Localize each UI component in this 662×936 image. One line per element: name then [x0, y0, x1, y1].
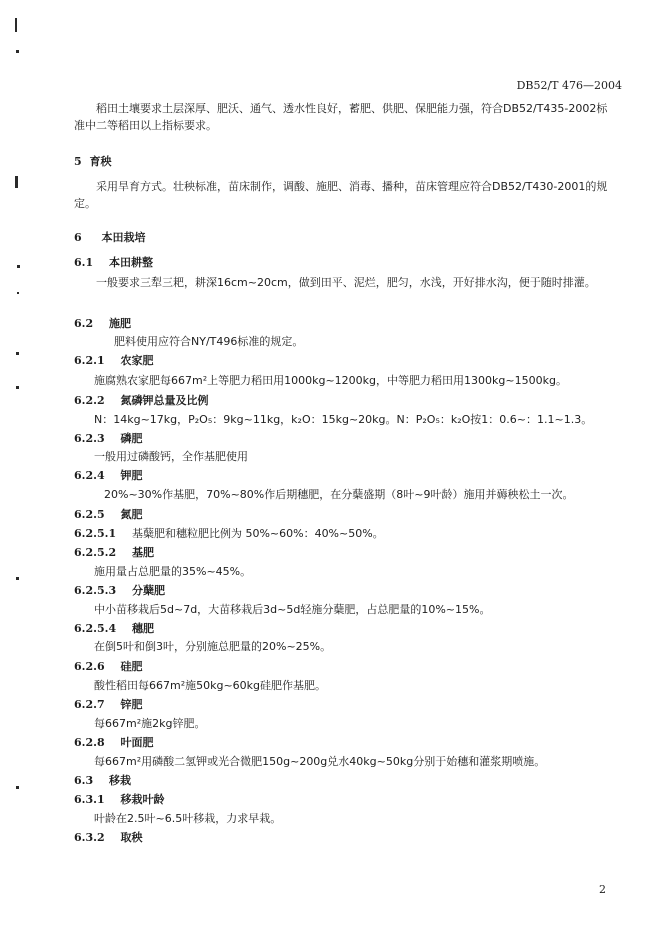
section-title: 氮肥 — [120, 508, 143, 521]
section-title: 叶面肥 — [120, 736, 154, 749]
section-title: 锌肥 — [120, 698, 143, 711]
section-number: 6 — [74, 231, 82, 244]
section-title: 移栽叶龄 — [120, 793, 165, 806]
section-6-heading — [74, 229, 146, 245]
tillage-paragraph: 一般要求三犁三耙，耕深16cm~20cm，做到田平、泥烂，肥匀，水浅，开好排水沟，便于随时排灌。 — [96, 276, 596, 289]
section-title: 育秧 — [89, 155, 112, 168]
scan-mark — [15, 18, 17, 32]
section-number: 6.3.2 — [74, 831, 105, 844]
section-number: 6.2.8 — [74, 736, 105, 749]
section-number: 6.2.1 — [74, 354, 105, 367]
section-6-2-5-3-heading — [74, 582, 165, 598]
section-number: 6.2.6 — [74, 660, 105, 673]
section-6-2-heading — [74, 315, 131, 331]
section-title: 磷肥 — [120, 432, 143, 445]
section-number: 6.1 — [74, 256, 94, 269]
scan-mark — [16, 352, 19, 355]
section-6-2-5-2-heading — [74, 544, 154, 560]
scan-mark — [16, 577, 19, 580]
section-number: 6.2 — [74, 317, 94, 330]
scan-mark — [17, 265, 20, 268]
section-text: 基蘖肥和穗粒肥比例为 50%~60%：40%~50%。 — [131, 527, 384, 540]
section-title: 本田栽培 — [101, 231, 146, 244]
section-title: 农家肥 — [120, 354, 154, 367]
section-6-3-heading — [74, 772, 131, 788]
section-6-2-5-4-heading — [74, 620, 154, 636]
section-number: 6.2.2 — [74, 394, 105, 407]
section-title: 施肥 — [108, 317, 131, 330]
nursery-paragraph: 采用旱育方式。壮秧标准，苗床制作，调酸、施肥、消毒、播种，苗床管理应符合DB52/T430-2001的规定。 — [74, 180, 608, 210]
section-6-3-2-heading — [74, 829, 142, 845]
section-number: 6.3.1 — [74, 793, 105, 806]
section-6-2-4-heading — [74, 467, 142, 483]
section-number: 6.3 — [74, 774, 94, 787]
section-5-heading — [74, 153, 112, 169]
section-title: 钾肥 — [120, 469, 143, 482]
section-6-3-1-heading — [74, 791, 164, 807]
section-6-2-3-heading — [74, 430, 142, 446]
section-number: 6.2.5.1 — [74, 527, 117, 540]
scan-mark — [16, 786, 19, 789]
section-title: 分蘖肥 — [131, 584, 165, 597]
section-number: 6.2.3 — [74, 432, 105, 445]
page-number: 2 — [599, 883, 606, 896]
section-title: 本田耕整 — [108, 256, 153, 269]
section-title: 硅肥 — [120, 660, 143, 673]
section-6-2-1-heading — [74, 352, 153, 368]
scan-mark — [15, 176, 18, 188]
section-6-2-5-heading — [74, 506, 142, 522]
section-6-2-8-text: 每667m²用磷酸二氢钾或光合微肥150g~200g兑水40kg~50kg分别于始穗和灌浆期喷施。 — [94, 755, 546, 768]
scan-mark — [16, 386, 19, 389]
section-number: 6.2.5.4 — [74, 622, 117, 635]
section-6-2-5-4-text: 在倒5叶和倒3叶，分别施总肥量的20%~25%。 — [94, 640, 332, 653]
soil-requirement-paragraph: 稻田土壤要求土层深厚、肥沃、通气、透水性良好，蓄肥、供肥、保肥能力强，符合DB52/T435-2002标准中二等稻田以上指标要求。 — [74, 102, 608, 132]
section-6-2-7-heading — [74, 696, 142, 712]
section-number: 5 — [74, 155, 82, 168]
section-title: 氮磷钾总量及比例 — [120, 394, 209, 407]
section-6-2-1-text: 施腐熟农家肥每667m²上等肥力稻田用1000kg~1200kg，中等肥力稻田用1300kg~1500kg。 — [94, 374, 567, 387]
section-6-2-8-heading — [74, 734, 153, 750]
document-code: DB52/T 476—2004 — [516, 79, 622, 92]
section-6-3-1-text: 叶龄在2.5叶~6.5叶移栽，力求早栽。 — [94, 812, 282, 825]
section-6-2-3-text: 一般用过磷酸钙，全作基肥使用 — [94, 450, 248, 463]
section-number: 6.2.7 — [74, 698, 105, 711]
section-6-2-5-2-text: 施用量占总肥量的35%~45%。 — [94, 565, 252, 578]
section-number: 6.2.5.3 — [74, 584, 117, 597]
section-number: 6.2.5.2 — [74, 546, 117, 559]
section-6-1-heading — [74, 254, 153, 270]
section-6-2-6-heading — [74, 658, 142, 674]
scan-mark — [17, 292, 19, 294]
section-title: 穗肥 — [131, 622, 154, 635]
section-number: 6.2.4 — [74, 469, 105, 482]
section-6-2-5-3-text: 中小苗移栽后5d~7d，大苗移栽后3d~5d轻施分蘖肥，占总肥量的10%~15%。 — [94, 603, 491, 616]
section-6-2-4-text: 20%~30%作基肥，70%~80%作后期穗肥，在分蘖盛期（8叶~9叶龄）施用并薅秧松土一次。 — [104, 488, 574, 501]
section-6-2-5-1-line — [74, 525, 384, 541]
section-6-2-text: 肥料使用应符合NY/T496标准的规定。 — [114, 335, 304, 348]
section-number: 6.2.5 — [74, 508, 105, 521]
section-title: 取秧 — [120, 831, 143, 844]
section-title: 基肥 — [131, 546, 154, 559]
section-6-2-2-text: N：14kg~17kg，P₂O₅：9kg~11kg，k₂O：15kg~20kg。N：P₂O₅：k₂O按1：0.6~：1.1~1.3。 — [94, 413, 593, 426]
section-title: 移栽 — [108, 774, 131, 787]
section-6-2-6-text: 酸性稻田每667m²施50kg~60kg硅肥作基肥。 — [94, 679, 327, 692]
section-6-2-2-heading — [74, 392, 208, 408]
section-6-2-7-text: 每667m²施2kg锌肥。 — [94, 717, 206, 730]
scan-mark — [16, 50, 19, 53]
